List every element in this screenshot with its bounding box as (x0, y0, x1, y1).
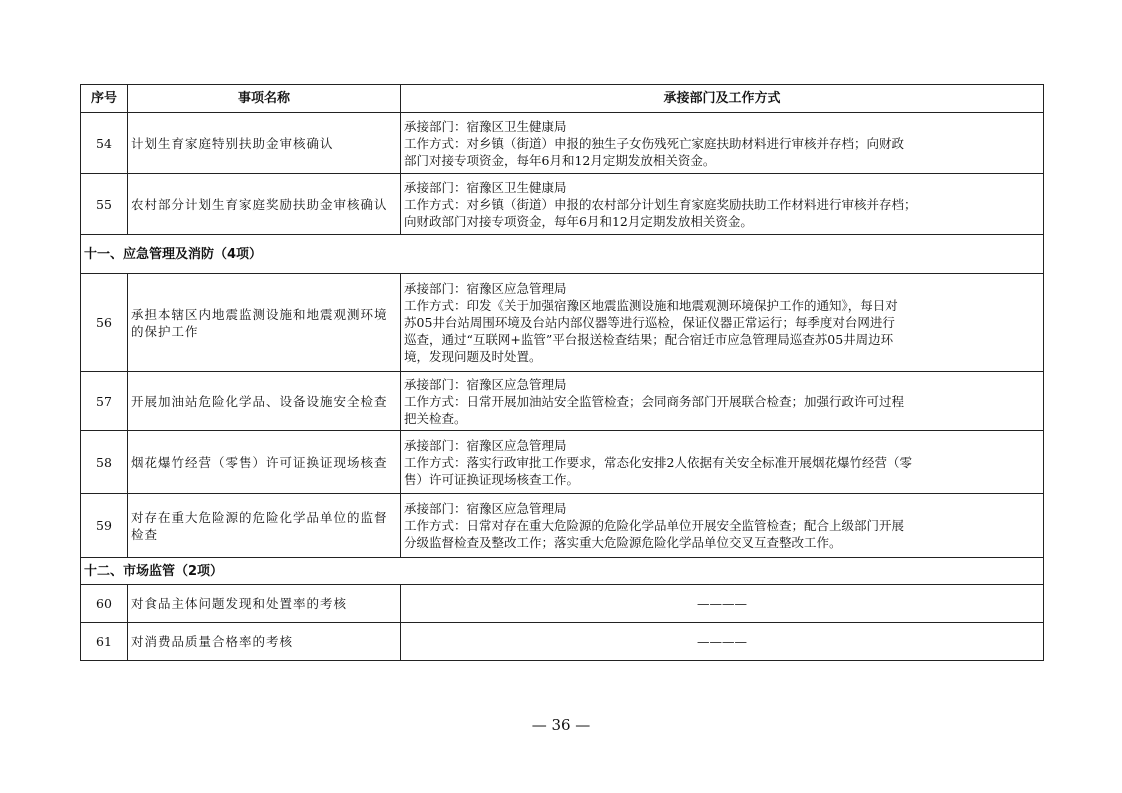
section-row (81, 235, 1044, 274)
row-name: 对食品主体问题发现和处置率的考核 (128, 585, 401, 623)
method-line: 向财政部门对接专项资金，每年6月和12月定期发放相关资金。 (404, 213, 753, 229)
method-line: 把关检查。 (404, 410, 467, 426)
row-method (401, 174, 1044, 235)
header-seq: 序号 (81, 85, 128, 113)
method-line: 承接部门：宿豫区应急管理局 (404, 376, 567, 392)
row-seq: 57 (81, 372, 128, 431)
row-method (401, 494, 1044, 558)
row-seq: 55 (81, 174, 128, 235)
table-row (81, 274, 1044, 372)
method-line: 巡查，通过“互联网+监管”平台报送检查结果；配合宿迁市应急管理局巡查苏05井周边环 (404, 332, 894, 347)
table-row (81, 174, 1044, 235)
method-line: 售）许可证换证现场核查工作。 (404, 471, 580, 487)
method-line: 承接部门：宿豫区卫生健康局 (404, 179, 567, 195)
table-row (81, 113, 1044, 174)
table-row (81, 585, 1044, 623)
method-line: 工作方式：日常开展加油站安全监管检查；会同商务部门开展联合检查；加强行政许可过程 (404, 393, 905, 409)
method-line: 工作方式：落实行政审批工作要求，常态化安排2人依据有关安全标准开展烟花爆竹经营（零 (404, 454, 912, 470)
table-row (81, 494, 1044, 558)
method-line: 工作方式：印发《关于加强宿豫区地震监测设施和地震观测环境保护工作的通知》，每日对 (404, 298, 898, 313)
row-name: 对存在重大危险源的危险化学品单位的监督检查 (128, 494, 401, 558)
header-method: 承接部门及工作方式 (401, 85, 1044, 113)
header-name: 事项名称 (128, 85, 401, 113)
table-row (81, 623, 1044, 661)
row-method (401, 274, 1044, 372)
row-name: 开展加油站危险化学品、设备设施安全检查 (128, 372, 401, 431)
section-row (81, 558, 1044, 585)
row-seq: 58 (81, 431, 128, 494)
method-line: 承接部门：宿豫区卫生健康局 (404, 118, 567, 134)
row-method-empty: ———— (401, 623, 1044, 661)
table-header-row (81, 85, 1044, 113)
items-table (80, 84, 1044, 661)
row-name: 对消费品质量合格率的考核 (128, 623, 401, 661)
method-line: 部门对接专项资金，每年6月和12月定期发放相关资金。 (404, 152, 716, 168)
method-line: 工作方式：日常对存在重大危险源的危险化学品单位开展安全监管检查；配合上级部门开展 (404, 518, 905, 533)
method-line: 苏05井台站周围环境及台站内部仪器等进行巡检，保证仪器正常运行；每季度对台网进行 (404, 315, 895, 330)
row-seq: 56 (81, 274, 128, 372)
method-line: 工作方式：对乡镇（街道）申报的独生子女伤残死亡家庭扶助材料进行审核并存档；向财政 (404, 135, 905, 151)
section-title: 十一、应急管理及消防（4项） (81, 235, 1044, 274)
row-method (401, 113, 1044, 174)
row-name: 承担本辖区内地震监测设施和地震观测环境的保护工作 (128, 274, 401, 372)
section-title: 十二、市场监管（2项） (81, 558, 1044, 585)
method-line: 境，发现问题及时处置。 (404, 349, 542, 364)
method-line: 承接部门：宿豫区应急管理局 (404, 281, 567, 296)
row-seq: 61 (81, 623, 128, 661)
method-line: 分级监督检查及整改工作；落实重大危险源危险化学品单位交叉互查整改工作。 (404, 535, 842, 550)
row-seq: 59 (81, 494, 128, 558)
table-row (81, 431, 1044, 494)
row-method-empty: ———— (401, 585, 1044, 623)
row-name: 计划生育家庭特别扶助金审核确认 (128, 113, 401, 174)
row-name: 烟花爆竹经营（零售）许可证换证现场核查 (128, 431, 401, 494)
row-seq: 54 (81, 113, 128, 174)
row-method (401, 431, 1044, 494)
row-method (401, 372, 1044, 431)
row-seq: 60 (81, 585, 128, 623)
method-line: 承接部门：宿豫区应急管理局 (404, 437, 567, 453)
page-number: — 36 — (531, 716, 591, 734)
table-row (81, 372, 1044, 431)
method-line: 工作方式：对乡镇（街道）申报的农村部分计划生育家庭奖励扶助工作材料进行审核并存档； (404, 196, 917, 212)
method-line: 承接部门：宿豫区应急管理局 (404, 501, 567, 516)
row-name: 农村部分计划生育家庭奖励扶助金审核确认 (128, 174, 401, 235)
